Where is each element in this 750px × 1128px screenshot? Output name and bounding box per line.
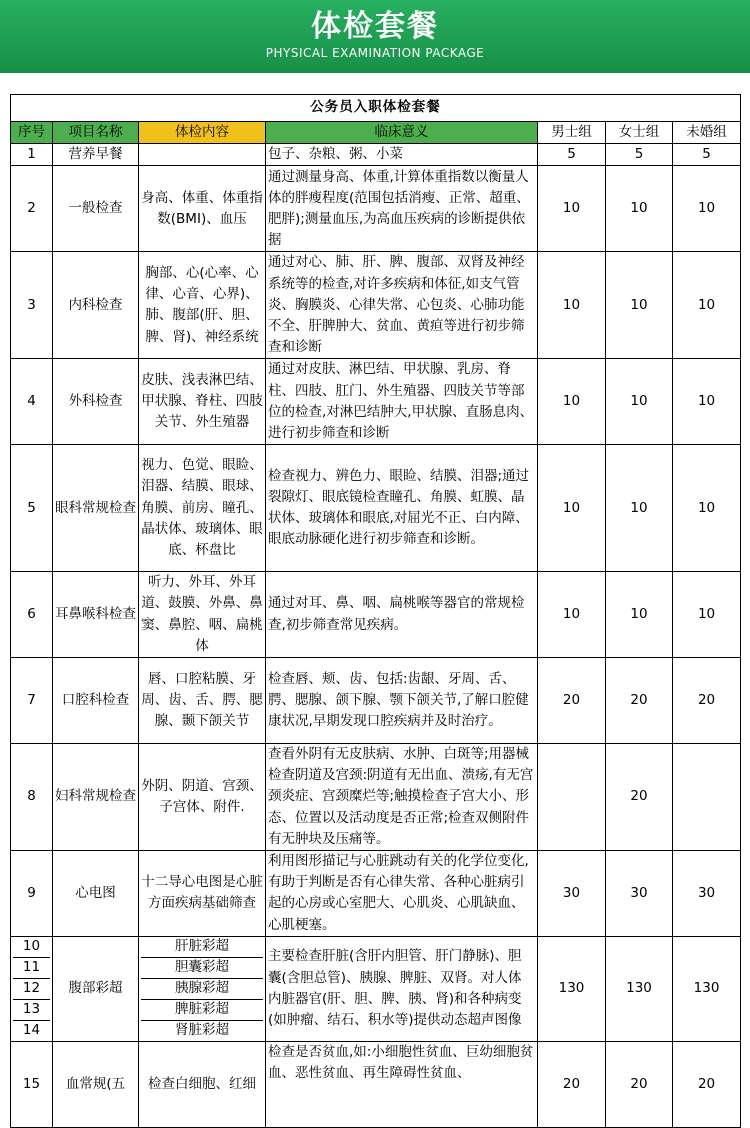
ultrasound-seq-cell: [11, 936, 53, 1041]
row-male-price: 20: [538, 1041, 606, 1127]
row-name: 眼科常规检查: [53, 445, 139, 572]
ultrasound-seq: 12: [13, 979, 50, 1000]
row-seq: 15: [11, 1041, 53, 1127]
row-seq: 1: [11, 144, 53, 166]
ultrasound-item: 肾脏彩超: [175, 1022, 229, 1039]
row-meaning: 通过对耳、鼻、咽、扁桃喉等器官的常规检查,初步筛查常见疾病。: [266, 572, 538, 658]
row-single-price: 30: [673, 851, 741, 937]
row-male-price: 10: [538, 166, 606, 252]
row-male-price: 10: [538, 445, 606, 572]
row-single-price: 10: [673, 252, 741, 359]
row-name: 妇科常规检查: [53, 744, 139, 851]
row-single-price: 20: [673, 1041, 741, 1127]
row-name: 血常规(五: [53, 1041, 139, 1127]
row-single-price: 5: [673, 144, 741, 166]
ultrasound-female-price: 130: [606, 936, 673, 1041]
row-meaning: 检查是否贫血,如:小细胞性贫血、巨幼细胞贫血、恶性贫血、再生障碍性贫血、: [266, 1041, 538, 1127]
row-single-price: 10: [673, 166, 741, 252]
ultrasound-row: [11, 936, 741, 1041]
row-content: 胸部、心(心率、心律、心音、心界)、肺、腹部(肝、胆、脾、肾)、神经系统: [139, 252, 266, 359]
row-male-price: 10: [538, 572, 606, 658]
ultrasound-items-cell: [139, 936, 266, 1041]
row-meaning: 包子、杂粮、粥、小菜: [266, 144, 538, 166]
row-male-price: 30: [538, 851, 606, 937]
ultrasound-meaning: 主要检查肝脏(含肝内胆管、肝门静脉)、胆囊(含胆总管)、胰腺、脾脏、双肾。对人体内脏器官(肝、胆、脾、胰、肾)和各种病变(如肿瘤、结石、积水等)提供动态超声图像: [266, 936, 538, 1041]
table-row: [11, 144, 741, 166]
col-seq-header: 序号: [11, 122, 53, 144]
row-male-price: 10: [538, 359, 606, 445]
table-row: [11, 359, 741, 445]
col-content-header: 体检内容: [139, 122, 266, 144]
col-name-header: 项目名称: [53, 122, 139, 144]
row-female-price: 20: [606, 658, 673, 744]
ultrasound-single-price: 130: [673, 936, 741, 1041]
exam-package-table: [10, 94, 741, 1128]
row-female-price: 20: [606, 744, 673, 851]
ultrasound-seq: 13: [13, 1000, 50, 1021]
row-seq: 7: [11, 658, 53, 744]
row-meaning: 通过对心、肺、肝、脾、腹部、双肾及神经系统等的检查,对许多疾病和体征,如支气管炎、胸膜炎、心律失常、心包炎、心肺功能不全、肝脾肿大、贫血、黄疸等进行初步筛查和诊断: [266, 252, 538, 359]
row-content: 身高、体重、体重指数(BMI)、血压: [139, 166, 266, 252]
ultrasound-male-price: 130: [538, 936, 606, 1041]
row-female-price: 10: [606, 572, 673, 658]
row-single-price: 10: [673, 359, 741, 445]
row-seq: 2: [11, 166, 53, 252]
row-female-price: 5: [606, 144, 673, 166]
row-content: 外阴、阴道、宫颈、子宫体、附件.: [139, 744, 266, 851]
col-female-header: 女士组: [606, 122, 673, 144]
row-single-price: 10: [673, 572, 741, 658]
row-single-price: 20: [673, 658, 741, 744]
row-name: 口腔科检查: [53, 658, 139, 744]
ultrasound-seq: 11: [13, 958, 50, 979]
row-name: 心电图: [53, 851, 139, 937]
row-single-price: [673, 744, 741, 851]
row-seq: 8: [11, 744, 53, 851]
row-content: 十二导心电图是心脏方面疾病基础筛查: [139, 851, 266, 937]
row-content: 皮肤、浅表淋巴结、甲状腺、脊柱、四肢关节、外生殖器: [139, 359, 266, 445]
ultrasound-seq: 10: [13, 937, 50, 958]
row-female-price: 10: [606, 359, 673, 445]
ultrasound-seq: 14: [22, 1022, 41, 1039]
row-content: 视力、色觉、眼睑、泪器、结膜、眼球、角膜、前房、瞳孔、晶状体、玻璃体、眼底、杯盘比: [139, 445, 266, 572]
row-meaning: 利用图形描记与心脏跳动有关的化学位变化,有助于判断是否有心律失常、各种心脏病引起的心房或心室肥大、心肌炎、心肌缺血、心肌梗塞。: [266, 851, 538, 937]
col-male-header: 男士组: [538, 122, 606, 144]
ultrasound-name: 腹部彩超: [53, 936, 139, 1041]
row-female-price: 10: [606, 166, 673, 252]
col-meaning-header: 临床意义: [266, 122, 538, 144]
row-name: 营养早餐: [53, 144, 139, 166]
row-male-price: 10: [538, 252, 606, 359]
header-banner: [0, 0, 750, 73]
row-name: 耳鼻喉科检查: [53, 572, 139, 658]
banner-subtitle: PHYSICAL EXAMINATION PACKAGE: [265, 46, 485, 60]
row-seq: 6: [11, 572, 53, 658]
table-title: 公务员入职体检套餐: [11, 95, 741, 122]
row-meaning: 检查视力、辨色力、眼睑、结膜、泪器;通过裂隙灯、眼底镜检查瞳孔、角膜、虹膜、晶状体、玻璃体和眼底,对屈光不正、白内障、眼底动脉硬化进行初步筛查和诊断。: [266, 445, 538, 572]
row-seq: 5: [11, 445, 53, 572]
banner-title: 体检套餐: [311, 9, 439, 44]
row-content: [139, 144, 266, 166]
header-row: [11, 122, 741, 144]
row-female-price: 20: [606, 1041, 673, 1127]
table-row: [11, 851, 741, 937]
row-name: 一般检查: [53, 166, 139, 252]
row-name: 外科检查: [53, 359, 139, 445]
ultrasound-item: 胰腺彩超: [141, 979, 263, 1000]
row-female-price: 10: [606, 252, 673, 359]
row-meaning: 通过测量身高、体重,计算体重指数以衡量人体的胖瘦程度(范围包括消瘦、正常、超重、肥胖);测量血压,为高血压疾病的诊断提供依据: [266, 166, 538, 252]
row-content: 检查白细胞、红细: [139, 1041, 266, 1127]
row-meaning: 检查唇、颊、齿、包括:齿龈、牙周、舌、腭、腮腺、颌下腺、颚下颌关节,了解口腔健康状况,早期发现口腔疾病并及时治疗。: [266, 658, 538, 744]
table-row: [11, 572, 741, 658]
row-male-price: 5: [538, 144, 606, 166]
ultrasound-item: 脾脏彩超: [141, 1000, 263, 1021]
col-single-header: 未婚组: [673, 122, 741, 144]
row-seq: 4: [11, 359, 53, 445]
row-name: 内科检查: [53, 252, 139, 359]
row-meaning: 通过对皮肤、淋巴结、甲状腺、乳房、脊柱、四肢、肛门、外生殖器、四肢关节等部位的检查,对淋巴结肿大,甲状腺、直肠息肉、进行初步筛查和诊断: [266, 359, 538, 445]
row-seq: 9: [11, 851, 53, 937]
table-row: [11, 445, 741, 572]
ultrasound-item: 胆囊彩超: [141, 958, 263, 979]
row-meaning: 查看外阴有无皮肤病、水肿、白斑等;用器械检查阴道及宫颈:阴道有无出血、溃疡,有无宫颈炎症、宫颈糜烂等;触摸检查子宫大小、形态、位置以及活动度是否正常;检查双侧附件有无肿块及压痛等。: [266, 744, 538, 851]
row-female-price: 10: [606, 445, 673, 572]
row-female-price: 30: [606, 851, 673, 937]
row-content: 唇、口腔粘膜、牙周、齿、舌、腭、腮腺、颞下颌关节: [139, 658, 266, 744]
table-row: [11, 1041, 741, 1127]
ultrasound-item: 肝脏彩超: [141, 937, 263, 958]
table-row: [11, 252, 741, 359]
row-male-price: 20: [538, 658, 606, 744]
row-seq: 3: [11, 252, 53, 359]
row-content: 听力、外耳、外耳道、鼓膜、外鼻、鼻窦、鼻腔、咽、扁桃体: [139, 572, 266, 658]
table-row: [11, 166, 741, 252]
row-male-price: [538, 744, 606, 851]
table-row: [11, 658, 741, 744]
row-single-price: 10: [673, 445, 741, 572]
table-row: [11, 744, 741, 851]
